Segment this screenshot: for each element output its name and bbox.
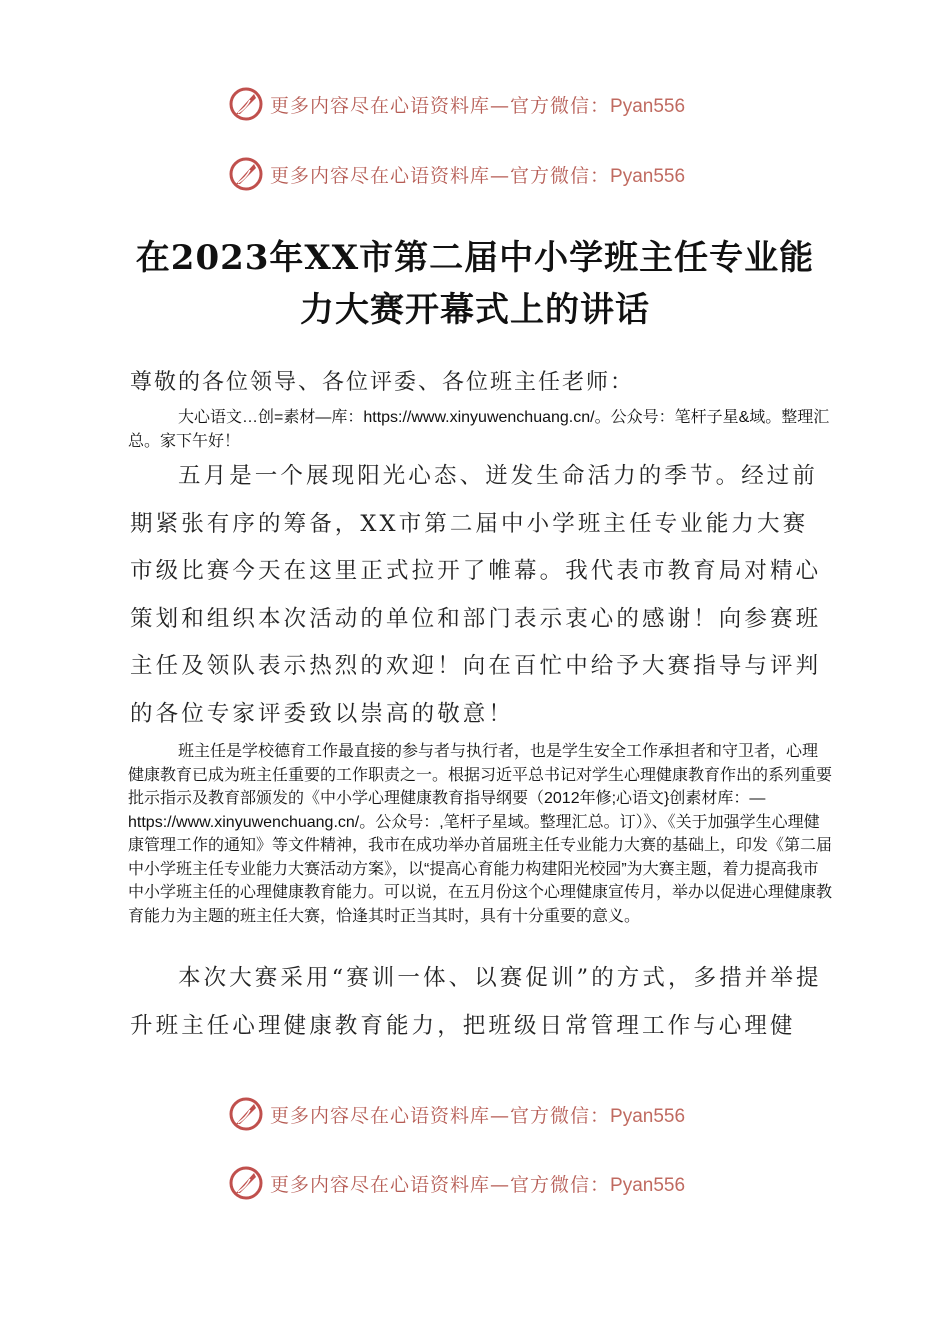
body-paragraph: 本次大赛采用“赛训一体、以赛促训”的方式，多措并举提升班主任心理健康教育能力，把班级日常管理工作与心理健: [130, 965, 822, 1039]
watermark-text: 更多内容尽在心语资料库—官方微信：Pyan556: [270, 94, 686, 117]
body-paragraph: 五月是一个展现阳光心态、迸发生命活力的季节。经过前期紧张有序的筹备，XX市第二届中小学班主任专业能力大赛市级比赛今天在这里正式拉开了帷幕。我代表市教育局对精心策划和组织本次活动的单位和部门表示衷心的感谢！向参赛班主任及领队表示热烈的欢迎！向在百忙中给予大赛指导与评判的各位专家评委致以崇高的敬意！: [130, 463, 822, 727]
note-paragraph: 班主任是学校德育工作最直接的参与者与执行者，也是学生安全工作承担者和守卫者，心理健康教育已成为班主任重要的工作职责之一。根据习近平总书记对学生心理健康教育作出的系列重要批示指示及教育部颁发的《中小学心理健康教育指导纲要（2012年修;心语文}创素材库：—https://www.xinyuwenchuang.cn/。公众号：,笔杆子星域。整理汇总。订）》、《关于加强学生心理健康管理工作的通知》等文件精神，我市在成功举办首届班主任专业能力大赛的基础上，印发《第二届中小学班主任专业能力大赛活动方案》，以“提高心育能力构建阳光校园”为大赛主题，着力提高我市中小学班主任的心理健康教育能力。可以说，在五月份这个心理健康宣传月，举办以促进心理健康教育能力为主题的班主任大赛，恰逢其时正当其时，具有十分重要的意义。: [128, 743, 833, 925]
quill-logo-icon: [228, 1165, 264, 1201]
watermark-banner: [228, 1094, 728, 1134]
watermark-text: 更多内容尽在心语资料库—官方微信：Pyan556: [270, 1173, 686, 1196]
quill-logo-icon: [228, 156, 264, 192]
watermark-banner: [228, 154, 728, 194]
watermark-banner: [228, 1163, 728, 1203]
watermark-text: 更多内容尽在心语资料库—官方微信：Pyan556: [270, 164, 686, 187]
title-line-1: 在2023年XX市第二届中小学班主任专业能: [135, 238, 815, 278]
note-paragraph: 大心语文…创=素材—库：https://www.xinyuwenchuang.cn/。公众号：笔杆子星&域。整理汇总。家下午好！: [128, 409, 830, 450]
watermark-text: 更多内容尽在心语资料库—官方微信：Pyan556: [270, 1104, 686, 1127]
document-title: [120, 232, 830, 336]
title-line-2: 力大赛开幕式上的讲话: [300, 290, 650, 330]
watermark-banner: [228, 84, 728, 124]
quill-logo-icon: [228, 1096, 264, 1132]
quill-logo-icon: [228, 86, 264, 122]
salutation: 尊敬的各位领导、各位评委、各位班主任老师：: [130, 370, 635, 395]
